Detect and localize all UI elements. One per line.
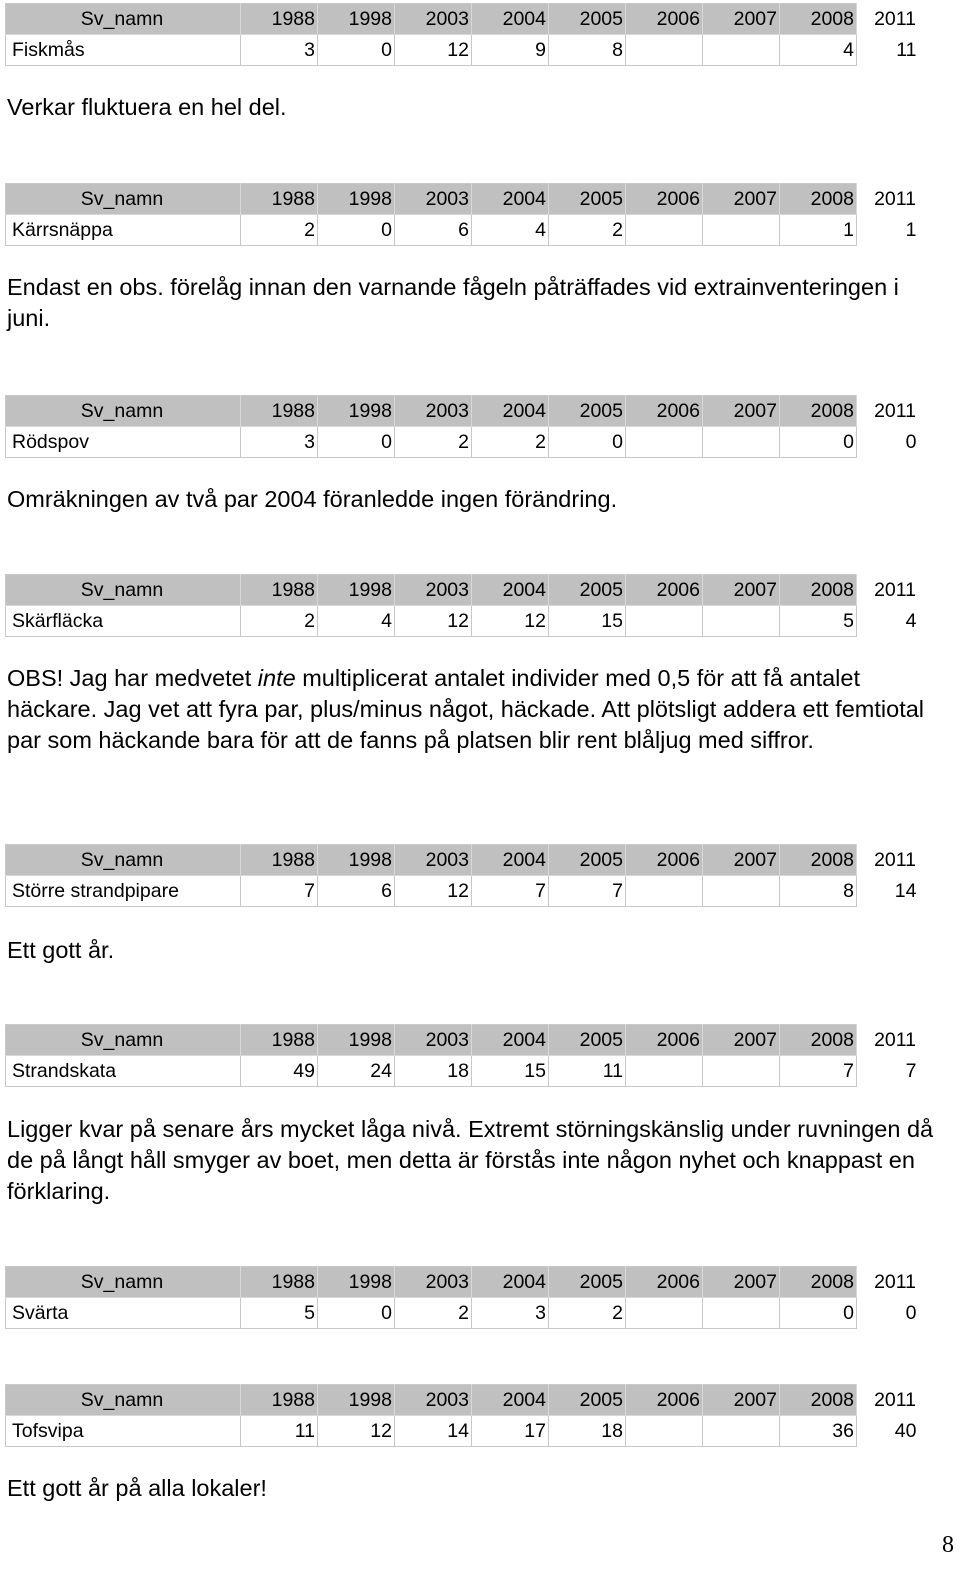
species-name: Större strandpipare [6,876,241,907]
header-cell: 2008 [780,184,857,215]
species-name: Skärfläcka [6,606,241,637]
count-cell [703,427,780,458]
species-name: Kärrsnäppa [6,215,241,246]
note-emphasis: inte [257,665,296,691]
table-row [6,427,919,458]
count-cell: 8 [549,35,626,66]
species-note: Verkar fluktuera en hel del. [7,94,287,120]
header-cell: 2007 [703,1267,780,1298]
count-cell: 7 [780,1056,857,1087]
header-row [6,4,919,35]
header-cell: 2007 [703,184,780,215]
count-cell: 0 [780,1298,857,1329]
species-block-svarta [5,1266,919,1329]
header-cell: Sv_namn [6,1025,241,1056]
count-cell: 4 [780,35,857,66]
header-cell: 2007 [703,1385,780,1416]
header-cell: 2005 [549,4,626,35]
count-cell: 14 [857,876,919,907]
table-row [6,606,919,637]
header-cell: 2008 [780,4,857,35]
count-table [5,3,919,66]
count-cell: 12 [395,35,472,66]
header-cell: 1988 [241,1385,318,1416]
count-cell [626,427,703,458]
count-cell [703,1056,780,1087]
header-cell: 2005 [549,1025,626,1056]
header-cell: 2004 [472,575,549,606]
header-cell: 1988 [241,575,318,606]
count-cell: 7 [549,876,626,907]
count-cell: 0 [857,427,919,458]
header-cell: 2011 [857,845,919,876]
header-cell: 2006 [626,575,703,606]
header-cell: 2006 [626,184,703,215]
count-cell: 0 [318,215,395,246]
count-cell: 0 [318,427,395,458]
count-cell: 6 [395,215,472,246]
header-cell: 2006 [626,4,703,35]
header-cell: 2004 [472,1267,549,1298]
species-name: Strandskata [6,1056,241,1087]
header-cell: 2008 [780,1267,857,1298]
header-row [6,575,919,606]
header-cell: 2004 [472,845,549,876]
header-cell: 2003 [395,575,472,606]
count-table [5,574,919,637]
species-name: Svärta [6,1298,241,1329]
count-cell: 11 [549,1056,626,1087]
count-cell [703,606,780,637]
header-cell: 2003 [395,396,472,427]
header-cell: 2005 [549,1267,626,1298]
count-cell: 0 [857,1298,919,1329]
count-cell [703,876,780,907]
header-cell: 1998 [318,1267,395,1298]
count-cell: 7 [472,876,549,907]
count-cell [626,35,703,66]
species-name: Tofsvipa [6,1416,241,1447]
header-cell: 2011 [857,1025,919,1056]
header-cell: 2007 [703,4,780,35]
count-cell: 2 [549,215,626,246]
header-cell: 1998 [318,845,395,876]
species-name: Rödspov [6,427,241,458]
count-cell: 2 [395,427,472,458]
count-table [5,1266,919,1329]
table-row [6,35,919,66]
count-cell: 2 [395,1298,472,1329]
header-cell: 2003 [395,1025,472,1056]
count-cell: 4 [472,215,549,246]
header-cell: 2007 [703,396,780,427]
count-cell: 2 [241,606,318,637]
count-cell: 7 [857,1056,919,1087]
header-cell: 2005 [549,845,626,876]
header-cell: 2004 [472,396,549,427]
count-cell: 0 [780,427,857,458]
header-cell: 1998 [318,184,395,215]
header-cell: 2008 [780,1025,857,1056]
count-cell: 5 [780,606,857,637]
count-cell [626,876,703,907]
note-text-after: multiplicerat antalet individer med 0,5 för att få antalet häckare. Jag vet att fyra par, plus/minus något, häckade. Att plötsligt addera ett femtiotal par som häckande bara för att de fanns på platsen blir rent blåljug med siffror. [7,665,925,753]
count-cell: 0 [549,427,626,458]
header-cell: 1988 [241,845,318,876]
header-cell: 1988 [241,396,318,427]
count-cell: 15 [472,1056,549,1087]
count-cell: 9 [472,35,549,66]
header-cell: Sv_namn [6,184,241,215]
header-cell: 2006 [626,845,703,876]
species-block-storre-strandpipare [5,844,919,907]
header-cell: 2003 [395,845,472,876]
count-cell: 0 [318,35,395,66]
count-cell: 11 [241,1416,318,1447]
header-cell: 2003 [395,1267,472,1298]
count-cell: 18 [549,1416,626,1447]
header-cell: 2008 [780,396,857,427]
header-cell: 1998 [318,1385,395,1416]
count-cell: 5 [241,1298,318,1329]
species-note: Omräkningen av två par 2004 föranledde ingen förändring. [7,486,618,512]
count-cell: 11 [857,35,919,66]
count-cell: 2 [241,215,318,246]
header-cell: 2011 [857,4,919,35]
count-cell: 4 [857,606,919,637]
header-row [6,1267,919,1298]
count-cell [703,215,780,246]
species-note [7,663,937,756]
note-text-before: OBS! Jag har medvetet [7,665,258,691]
count-cell [626,606,703,637]
count-table [5,395,919,458]
header-cell: 2003 [395,184,472,215]
header-cell: 1998 [318,575,395,606]
species-block-skarflacka [5,574,919,637]
table-row [6,1056,919,1087]
count-table [5,183,919,246]
count-cell [626,1416,703,1447]
count-cell: 2 [549,1298,626,1329]
header-cell: 2005 [549,184,626,215]
header-cell: 2006 [626,1025,703,1056]
count-cell: 4 [318,606,395,637]
header-cell: 2007 [703,1025,780,1056]
header-cell: 2004 [472,184,549,215]
header-cell: 1988 [241,1267,318,1298]
count-cell: 17 [472,1416,549,1447]
count-cell: 40 [857,1416,919,1447]
count-cell: 12 [472,606,549,637]
species-note: Ett gott år på alla lokaler! [7,1475,267,1501]
header-cell: 1988 [241,4,318,35]
species-block-rodspov [5,395,919,458]
count-cell: 1 [780,215,857,246]
header-row [6,184,919,215]
header-cell: Sv_namn [6,1267,241,1298]
header-cell: 2007 [703,575,780,606]
count-table [5,1384,919,1447]
species-name: Fiskmås [6,35,241,66]
header-cell: 2011 [857,1385,919,1416]
species-block-fiskmas [5,3,919,66]
header-cell: Sv_namn [6,1385,241,1416]
header-cell: 2003 [395,4,472,35]
count-cell: 12 [395,876,472,907]
header-cell: 2006 [626,1385,703,1416]
count-cell: 3 [241,35,318,66]
count-cell: 15 [549,606,626,637]
table-row [6,1298,919,1329]
count-cell: 3 [472,1298,549,1329]
header-cell: 1988 [241,1025,318,1056]
header-cell: 2005 [549,396,626,427]
count-cell: 6 [318,876,395,907]
header-cell: 1998 [318,4,395,35]
header-cell: 2011 [857,396,919,427]
table-row [6,1416,919,1447]
count-table [5,844,919,907]
header-row [6,1385,919,1416]
header-row [6,1025,919,1056]
header-cell: 2011 [857,184,919,215]
header-cell: 2006 [626,1267,703,1298]
count-cell [703,1416,780,1447]
header-cell: 1988 [241,184,318,215]
table-row [6,215,919,246]
header-cell: 2008 [780,1385,857,1416]
header-cell: 2003 [395,1385,472,1416]
header-cell: 2006 [626,396,703,427]
header-cell: 2004 [472,1025,549,1056]
header-cell: 2004 [472,4,549,35]
header-cell: 1998 [318,1025,395,1056]
header-cell: 2011 [857,575,919,606]
header-cell: 2008 [780,845,857,876]
page-number: 8 [942,1532,954,1558]
header-cell: 2008 [780,575,857,606]
species-block-strandskata [5,1024,919,1087]
count-cell [626,215,703,246]
count-cell: 49 [241,1056,318,1087]
count-table [5,1024,919,1087]
count-cell: 0 [318,1298,395,1329]
header-cell: 2011 [857,1267,919,1298]
count-cell: 1 [857,215,919,246]
header-row [6,396,919,427]
count-cell: 2 [472,427,549,458]
header-cell: 1998 [318,396,395,427]
species-note: Ett gott år. [7,937,115,963]
count-cell: 8 [780,876,857,907]
count-cell: 7 [241,876,318,907]
header-cell: Sv_namn [6,396,241,427]
header-cell: 2005 [549,1385,626,1416]
count-cell: 36 [780,1416,857,1447]
species-note: Ligger kvar på senare års mycket låga nivå. Extremt störningskänslig under ruvningen då de på långt håll smyger av boet, men detta är förstås inte någon nyhet och knappast en förklaring. [7,1116,934,1204]
count-cell [626,1298,703,1329]
count-cell: 18 [395,1056,472,1087]
header-row [6,845,919,876]
count-cell: 24 [318,1056,395,1087]
species-block-karrsnappa [5,183,919,246]
count-cell: 3 [241,427,318,458]
header-cell: 2007 [703,845,780,876]
table-row [6,876,919,907]
count-cell [703,1298,780,1329]
count-cell: 12 [395,606,472,637]
species-note: Endast en obs. förelåg innan den varnande fågeln påträffades vid extrainventeringen i juni. [7,274,899,331]
header-cell: Sv_namn [6,845,241,876]
header-cell: 2004 [472,1385,549,1416]
header-cell: Sv_namn [6,575,241,606]
count-cell [703,35,780,66]
count-cell: 12 [318,1416,395,1447]
count-cell [626,1056,703,1087]
header-cell: Sv_namn [6,4,241,35]
header-cell: 2005 [549,575,626,606]
count-cell: 14 [395,1416,472,1447]
species-block-tofsvipa [5,1384,919,1447]
